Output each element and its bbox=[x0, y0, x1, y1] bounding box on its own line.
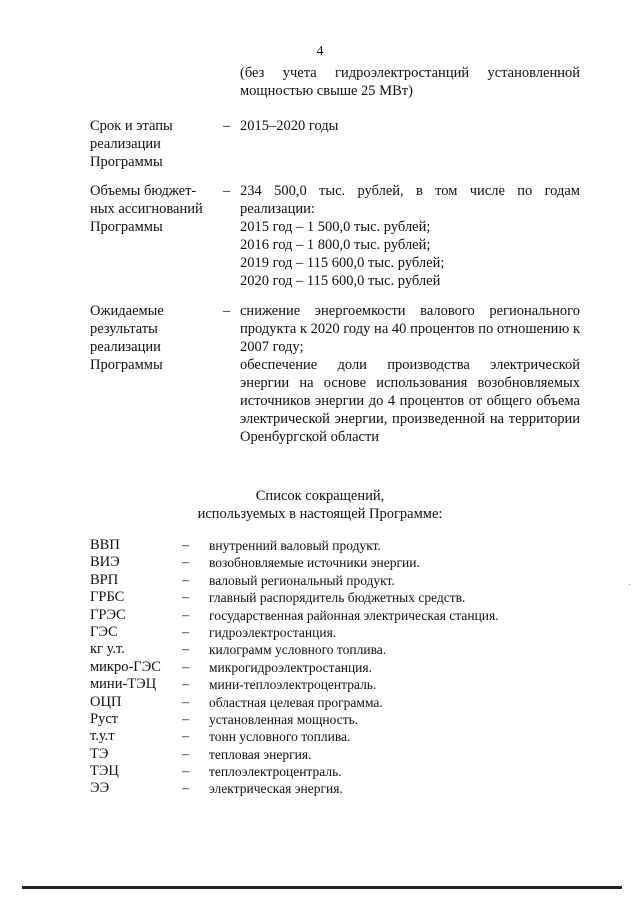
abbreviation-row bbox=[90, 728, 570, 745]
abbreviation-definition: главный распорядитель бюджетных средств. bbox=[209, 590, 466, 606]
abbreviation-dash: – bbox=[182, 624, 189, 640]
abbreviation-dash: – bbox=[182, 729, 189, 745]
passport-dash: – bbox=[223, 303, 231, 319]
passport-value-paragraph: снижение энергоемкости валового регионального продукта к 2020 году на 40 процентов по отношению к 2007 году; bbox=[240, 303, 580, 355]
abbreviation-term: ВВП bbox=[90, 537, 120, 553]
abbreviation-term: ГРЭС bbox=[90, 606, 126, 623]
abbreviation-term: микро-ГЭС bbox=[90, 658, 161, 675]
abbreviation-dash: – bbox=[182, 746, 189, 762]
abbreviation-term: т.у.т bbox=[90, 728, 115, 745]
abbreviation-definition: мини-теплоэлектроцентраль. bbox=[209, 677, 377, 693]
abbreviation-dash: – bbox=[182, 659, 189, 675]
abbreviation-dash: – bbox=[182, 642, 189, 658]
abbreviation-dash: – bbox=[182, 781, 189, 797]
abbreviation-definition: валовый региональный продукт. bbox=[209, 572, 395, 588]
abbreviation-row bbox=[90, 694, 570, 711]
passport-value bbox=[240, 64, 580, 100]
abbreviation-row bbox=[90, 641, 570, 658]
abbreviation-dash: – bbox=[182, 677, 189, 693]
budget-year-line: 2019 год – 115 600,0 тыс. рублей; bbox=[240, 255, 445, 271]
abbreviation-definition: килограмм условного топлива. bbox=[209, 642, 387, 658]
passport-dash: – bbox=[223, 118, 231, 134]
abbreviation-term: Руст bbox=[90, 710, 119, 727]
abbreviation-definition: микрогидроэлектростанция. bbox=[209, 659, 372, 675]
margin-mark: · bbox=[628, 580, 632, 591]
abbreviation-row bbox=[90, 659, 570, 676]
abbreviation-term: ЭЭ bbox=[90, 780, 110, 797]
abbreviation-row bbox=[90, 780, 570, 797]
abbreviation-row bbox=[90, 554, 570, 571]
abbreviation-row bbox=[90, 537, 570, 554]
abbreviation-term: мини-ТЭЦ bbox=[90, 676, 157, 693]
abbreviation-row bbox=[90, 676, 570, 693]
abbreviation-row bbox=[90, 589, 570, 606]
page-number: 4 bbox=[316, 44, 324, 59]
abbreviation-term: ГРБС bbox=[90, 589, 125, 606]
passport-dash: – bbox=[223, 183, 231, 199]
abbreviation-definition: теплоэлектроцентраль. bbox=[209, 764, 342, 780]
abbreviation-row bbox=[90, 607, 570, 624]
abbreviation-dash: – bbox=[182, 607, 189, 623]
abbreviation-term: ОЦП bbox=[90, 693, 122, 710]
abbreviation-dash: – bbox=[182, 590, 189, 606]
abbreviation-definition: электрическая энергия. bbox=[209, 781, 343, 797]
passport-value-paragraph: 2015–2020 годы bbox=[240, 118, 339, 134]
budget-year-line: 2020 год – 115 600,0 тыс. рублей bbox=[240, 273, 441, 289]
passport-label: Ожидаемые результаты реализации Программы bbox=[90, 303, 164, 373]
abbreviation-row bbox=[90, 624, 570, 641]
abbreviation-definition: внутренний валовый продукт. bbox=[209, 538, 381, 553]
passport-label: Срок и этапы реализации Программы bbox=[90, 118, 173, 170]
abbreviation-term: ВИЭ bbox=[90, 554, 120, 571]
passport-label: Объемы бюджет- ных ассигнований Программы bbox=[90, 183, 203, 235]
abbreviation-dash: – bbox=[182, 764, 189, 780]
abbreviation-term: ТЭ bbox=[90, 745, 109, 762]
passport-value bbox=[240, 302, 580, 446]
abbreviation-row bbox=[90, 572, 570, 589]
abbreviation-dash: – bbox=[182, 572, 189, 588]
passport-value-intro: 234 500,0 тыс. рублей, в том числе по годам реализации: bbox=[240, 183, 580, 217]
abbreviation-definition: установленная мощность. bbox=[209, 711, 359, 727]
abbreviation-term: кг у.т. bbox=[90, 641, 125, 658]
abbreviation-row bbox=[90, 763, 570, 780]
abbreviations-heading: Список сокращений, используемых в настоящей Программе: bbox=[197, 488, 443, 522]
abbreviation-definition: областная целевая программа. bbox=[209, 694, 383, 710]
abbreviation-definition: тонн условного топлива. bbox=[209, 729, 351, 745]
passport-value bbox=[240, 182, 580, 290]
abbreviation-term: ГЭС bbox=[90, 623, 118, 640]
abbreviation-row bbox=[90, 746, 570, 763]
abbreviation-dash: – bbox=[182, 555, 189, 571]
passport-value-paragraph: (без учета гидроэлектростанций установленной мощностью свыше 25 МВт) bbox=[240, 65, 580, 99]
abbreviations-list bbox=[90, 537, 570, 798]
passport-value bbox=[240, 117, 580, 135]
bottom-rule bbox=[22, 886, 622, 889]
budget-year-line: 2016 год – 1 800,0 тыс. рублей; bbox=[240, 237, 431, 253]
abbreviation-term: ТЭЦ bbox=[90, 763, 119, 780]
abbreviation-definition: гидроэлектростанция. bbox=[209, 624, 337, 640]
abbreviation-definition: тепловая энергия. bbox=[209, 746, 312, 762]
abbreviation-definition: возобновляемые источники энергии. bbox=[209, 555, 420, 571]
abbreviation-definition: государственная районная электрическая станция. bbox=[209, 607, 499, 623]
abbreviation-dash: – bbox=[182, 538, 189, 553]
abbreviation-row bbox=[90, 711, 570, 728]
abbreviation-dash: – bbox=[182, 694, 189, 710]
abbreviation-term: ВРП bbox=[90, 571, 119, 588]
abbreviation-dash: – bbox=[182, 711, 189, 727]
budget-year-line: 2015 год – 1 500,0 тыс. рублей; bbox=[240, 219, 431, 235]
passport-value-paragraph: обеспечение доли производства электрической энергии на основе использования возобновляемых источников энергии до 4 процентов от общего объема электрической энергии, произведенной на территории Оренбургской области bbox=[240, 357, 580, 445]
